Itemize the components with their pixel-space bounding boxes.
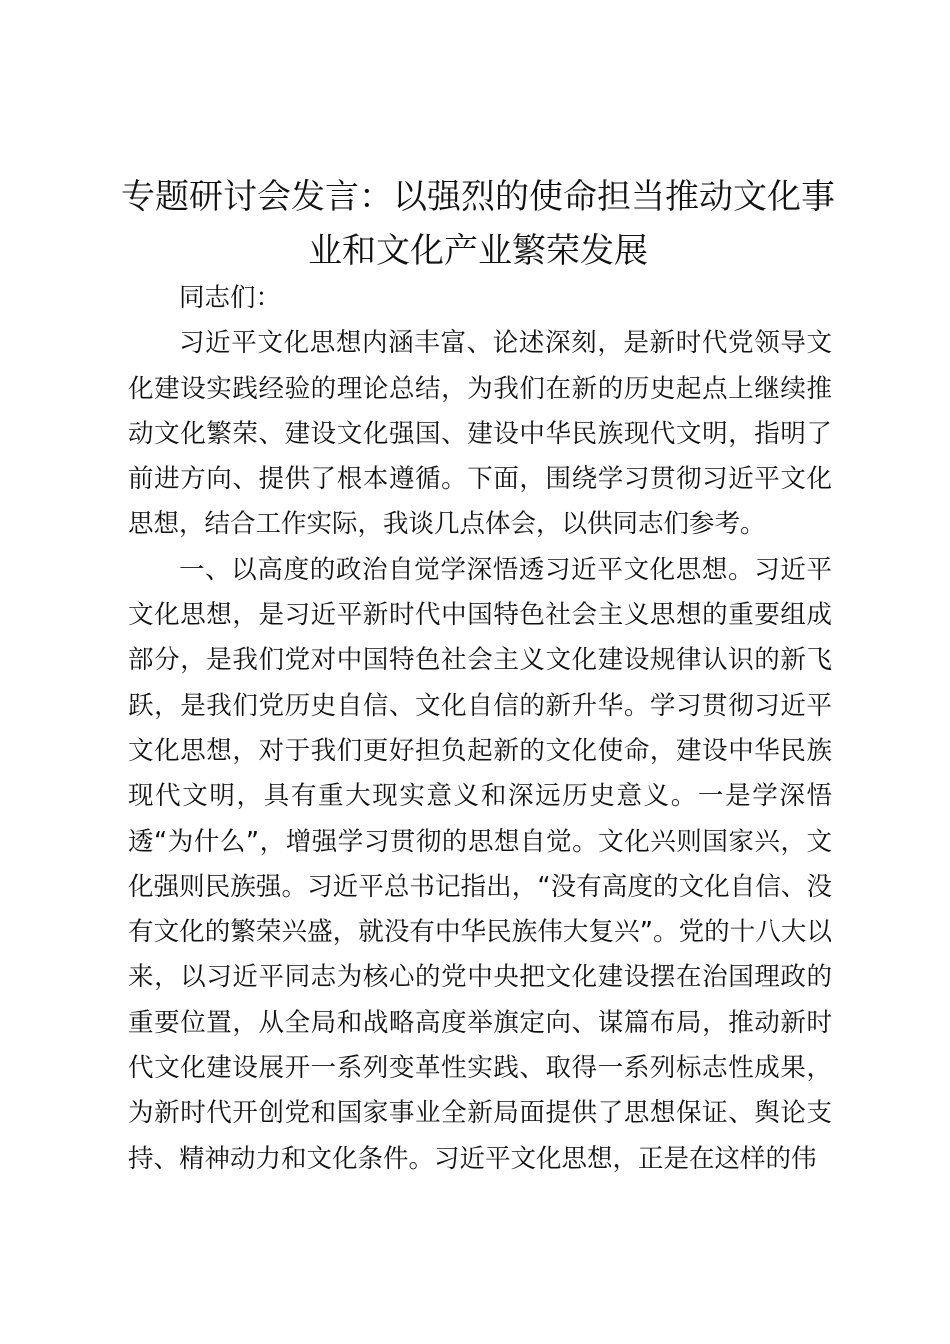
document-body — [128, 276, 832, 1182]
greeting: 同志们： — [179, 283, 282, 313]
document-title: 专题研讨会发言：以强烈的使命担当推动文化事业和文化产业繁荣发展 — [121, 177, 835, 271]
paragraph-section-one: 一、以高度的政治自觉学深悟透习近平文化思想。习近平文化思想，是习近平新时代中国特色社会主义思想的重要组成部分，是我们党对中国特色社会主义文化建设规律认识的新飞跃，是我们党历史自信、文化自信的新升华。学习贯彻习近平文化思想，对于我们更好担负起新的文化使命，建设中华民族现代文明，具有重大现实意义和深远历史意义。一是学深悟透“为什么”，增强学习贯彻的思想自觉。文化兴则国家兴，文化强则民族强。习近平总书记指出，“没有高度的文化自信、没有文化的繁荣兴盛，就没有中华民族伟大复兴”。党的十八大以来，以习近平同志为核心的党中央把文化建设摆在治国理政的重要位置，从全局和战略高度举旗定向、谋篇布局，推动新时代文化建设展开一系列变革性实践、取得一系列标志性成果，为新时代开创党和国家事业全新局面提供了思想保证、舆论支持、精神动力和文化条件。习近平文化思想，正是在这样的伟 — [128, 554, 832, 1174]
paragraph-intro: 习近平文化思想内涵丰富、论述深刻，是新时代党领导文化建设实践经验的理论总结，为我们在新的历史起点上继续推动文化繁荣、建设文化强国、建设中华民族现代文明，指明了前进方向、提供了根本遵循。下面，围绕学习贯彻习近平文化思想，结合工作实际，我谈几点体会，以供同志们参考。 — [128, 328, 832, 540]
